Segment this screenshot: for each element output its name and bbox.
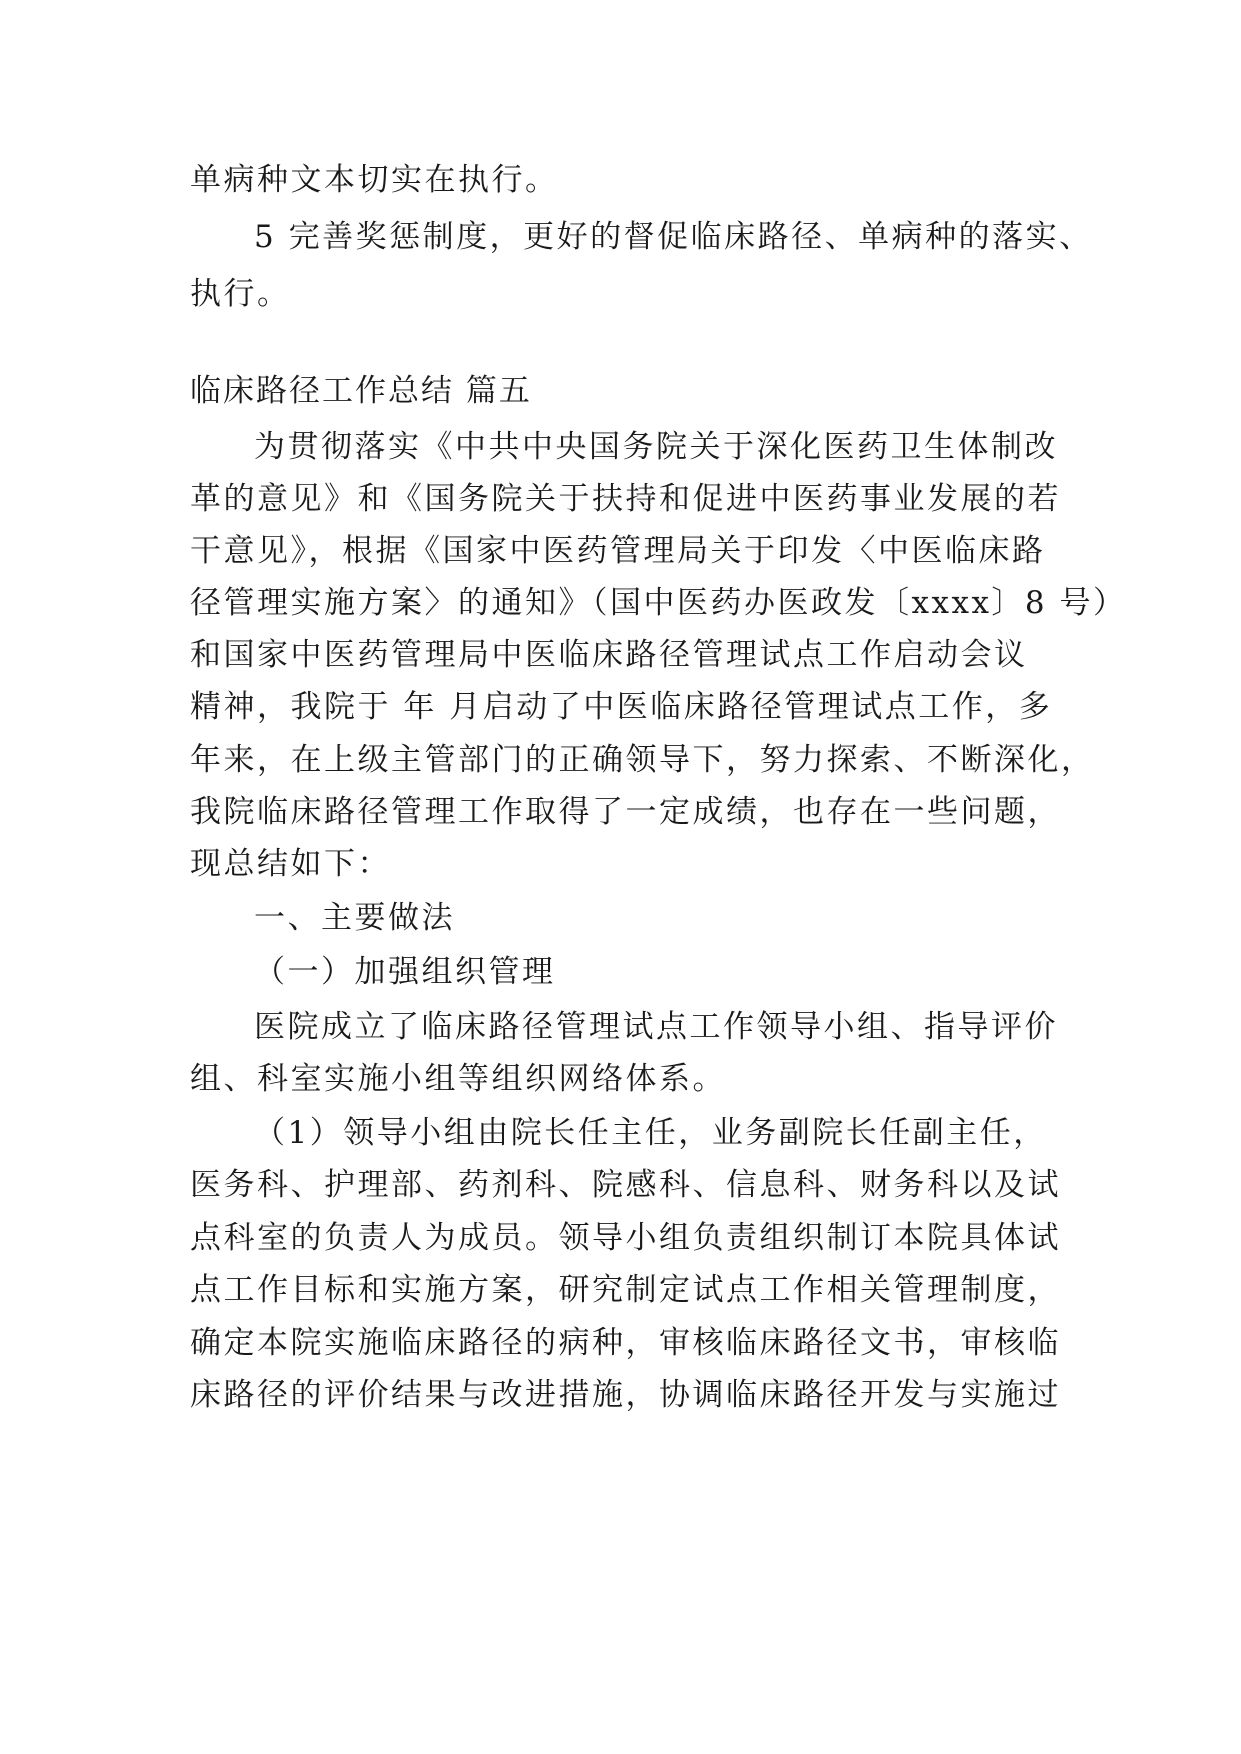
section-heading: 临床路径工作总结 篇五 — [190, 373, 532, 409]
paragraph-line: 我院临床路径管理工作取得了一定成绩，也存在一些问题， — [190, 794, 1061, 830]
paragraph-line: 和国家中医药管理局中医临床路径管理试点工作启动会议 — [190, 637, 1028, 673]
paragraph-line: 现总结如下： — [190, 846, 391, 882]
paragraph-line: 点工作目标和实施方案，研究制定试点工作相关管理制度， — [190, 1272, 1061, 1308]
paragraph-line: 革的意见》和《国务院关于扶持和促进中医药事业发展的若 — [190, 481, 1061, 517]
paragraph-line: （1）领导小组由院长任主任，业务副院长任副主任， — [254, 1115, 1047, 1151]
paragraph-line: 精神，我院于 年 月启动了中医临床路径管理试点工作，多 — [190, 689, 1053, 725]
paragraph-line: 为贯彻落实《中共中央国务院关于深化医药卫生体制改 — [254, 429, 1058, 465]
paragraph-line: 单病种文本切实在执行。 — [190, 162, 559, 198]
paragraph-line: 确定本院实施临床路径的病种，审核临床路径文书，审核临 — [190, 1325, 1061, 1361]
paragraph-line: 床路径的评价结果与改进措施，协调临床路径开发与实施过 — [190, 1377, 1061, 1413]
paragraph-line: 干意见》，根据《国家中医药管理局关于印发〈中医临床路 — [190, 533, 1046, 569]
paragraph-line: 组、科室实施小组等组织网络体系。 — [190, 1061, 726, 1097]
subheading: 一、主要做法 — [254, 900, 455, 936]
paragraph-line: 年来，在上级主管部门的正确领导下，努力探索、不断深化， — [190, 742, 1095, 778]
paragraph-line: 5 完善奖惩制度，更好的督促临床路径、单病种的落实、 — [254, 219, 1093, 255]
paragraph-line: 径管理实施方案〉的通知》（国中医药办医政发〔xxxx〕8 号） — [190, 585, 1127, 621]
paragraph-line: 点科室的负责人为成员。领导小组负责组织制订本院具体试 — [190, 1220, 1061, 1256]
paragraph-line: 医务科、护理部、药剂科、院感科、信息科、财务科以及试 — [190, 1167, 1061, 1203]
subheading: （一）加强组织管理 — [254, 954, 556, 990]
paragraph-line: 医院成立了临床路径管理试点工作领导小组、指导评价 — [254, 1009, 1058, 1045]
paragraph-line: 执行。 — [190, 276, 291, 312]
